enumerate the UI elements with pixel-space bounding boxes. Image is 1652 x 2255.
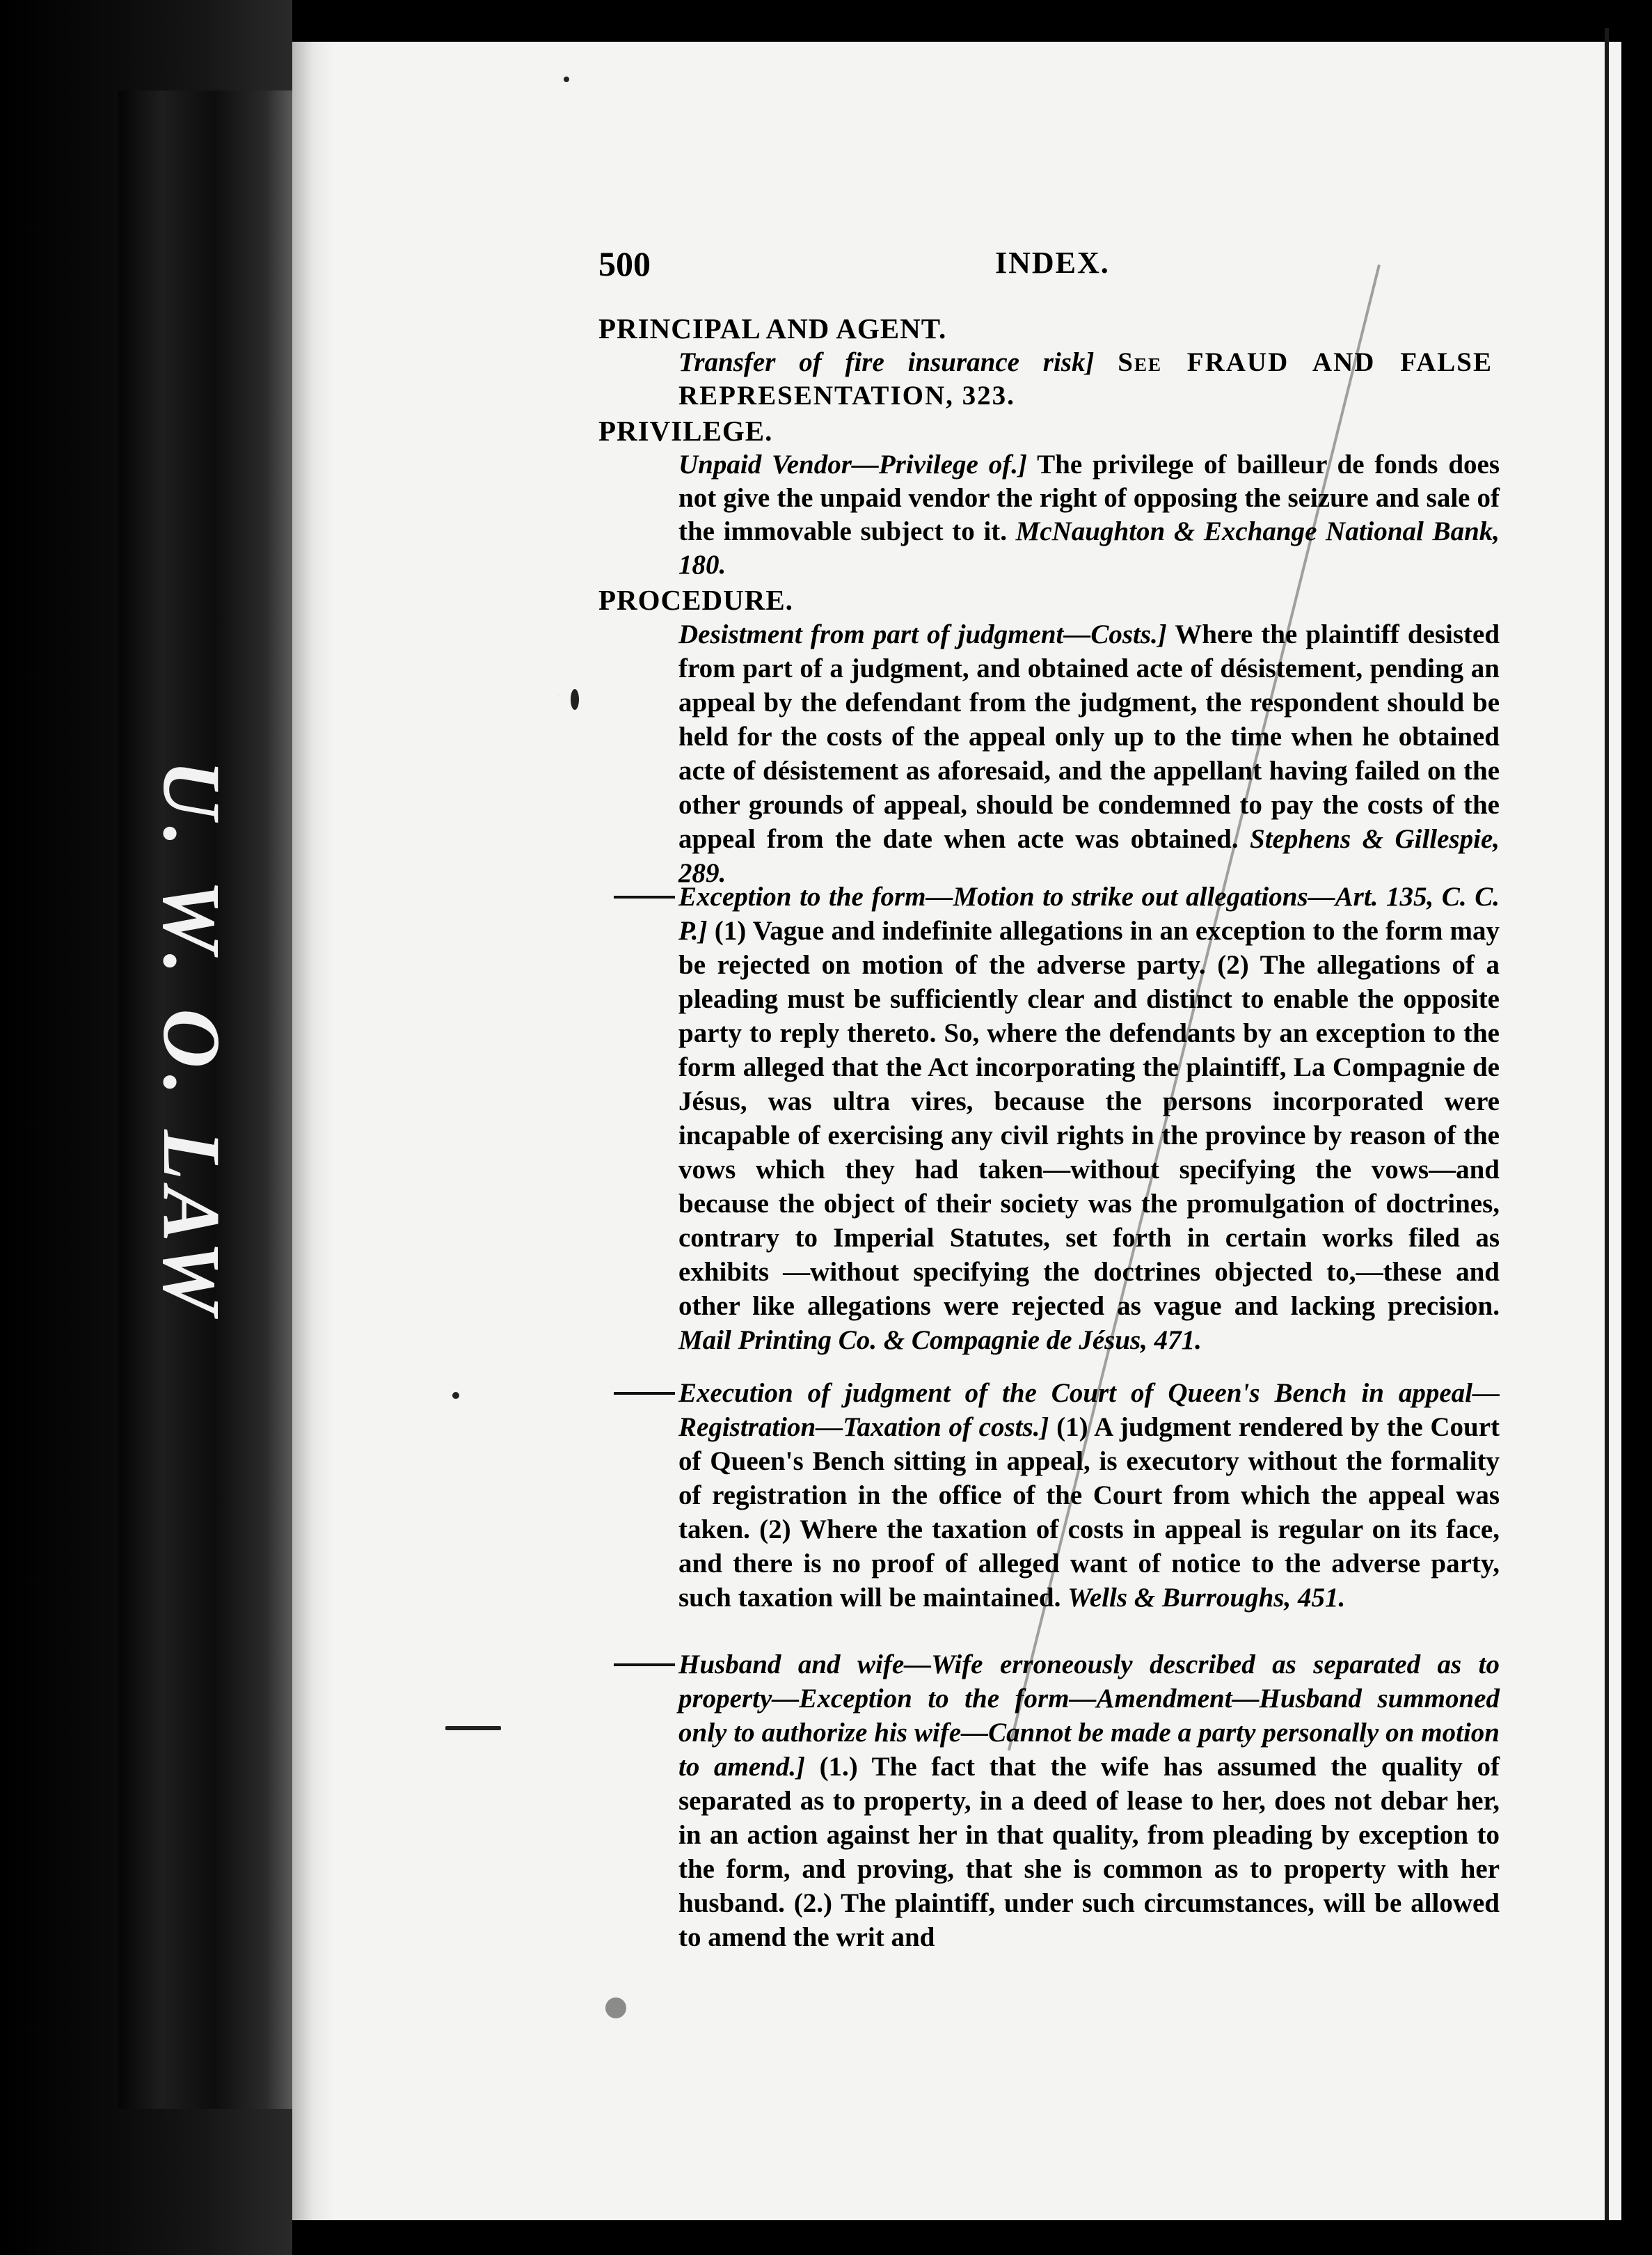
scanner-margin-right [1621, 42, 1652, 2220]
entry-lead: Desistment from part of judgment—Costs.] [678, 619, 1167, 649]
entry-citation: Mail Printing Co. & Compagnie de Jésus, 471. [678, 1325, 1202, 1355]
entry-citation: McNaughton & Exchange National Bank, 180. [678, 516, 1500, 580]
scan-speck [564, 77, 569, 82]
entry-citation: Wells & Burroughs, 451. [1067, 1583, 1346, 1613]
entry-body: (1) Vague and indefinite allegations in an exception to the form may be rejected on motion of the adverse party. (2) The allegations of a pleading must be sufficiently clear and distinct to enable the opposite party to reply thereto. So, where the defendants by an exception to the form alleged that the Act incorporating the plaintiff, La Compagnie de Jésus, was ultra vires, because the persons incorporated were incapable of exercising any civil rights in the province by reason of the vows which they had taken—without specifying the vows—and because the object of their society was the promulgation of doctrines, contrary to Imperial Statutes, set forth in certain works filed as exhibits —without specifying the doctrines objected to,—these and other like allegations were rejected as vague and lacking precision. [678, 916, 1500, 1321]
entry-citation: Stephens & Gillespie, 289. [678, 824, 1500, 888]
entry-dash [614, 896, 675, 899]
page-number: 500 [598, 244, 651, 283]
index-entry [678, 1647, 1500, 1954]
entry-lead: Transfer of fire insurance risk] [678, 347, 1095, 377]
entry-body: See FRAUD AND FALSE REPRESENTATION, 323. [678, 347, 1493, 411]
index-entry [678, 346, 1493, 413]
scan-speck [452, 1392, 459, 1399]
scan-speck [445, 1726, 501, 1730]
running-title: INDEX. [995, 246, 1110, 280]
scan-speck [605, 1997, 626, 2018]
entry-lead: Execution of judgment of the Court of Queen's Bench in appeal—Registration—Taxation of costs.] [678, 1378, 1500, 1442]
entry-body: (1.) The fact that the wife has assumed the quality of separated as to property, in a deed of lease to her, does not debar her, in an action against her in that quality, from pleading by exception to the form, and proving, that she is common as to property with her husband. (2.) The plaintiff, under such circumstances, will be allowed to amend the writ and [678, 1752, 1500, 1952]
index-entry [678, 617, 1500, 890]
entry-body: (1) A judgment rendered by the Court of Queen's Bench sitting in appeal, is executory without the formality of registration in the office of the Court from which the appeal was taken. (2) Where the taxation of costs in appeal is regular on its face, and there is no proof of alleged want of notice to the adverse party, such taxation will be maintained. [678, 1412, 1500, 1613]
index-entry [678, 448, 1500, 582]
entry-lead: Unpaid Vendor—Privilege of.] [678, 450, 1027, 480]
index-entry [678, 880, 1500, 1357]
section-heading: PROCEDURE. [598, 584, 793, 616]
entry-body: Where the plaintiff desisted from part of a judgment, and obtained acte of désistement, pending an appeal by the defendant from the judgment, the respondent should be held for the costs of the appeal only up to the time when he obtained acte of désistement as aforesaid, and the appellant having failed on the other grounds of appeal, should be condemned to pay the costs of the appeal from the date when acte was obtained. [678, 619, 1500, 854]
index-entry [678, 1376, 1500, 1615]
section-heading: PRINCIPAL AND AGENT. [598, 312, 947, 345]
page-header [598, 244, 1503, 285]
entry-lead: Husband and wife—Wife erroneously described as separated as to property—Exception to the form—Amendment—Husband summoned only to authorize his wife—Cannot be made a party personally on motion to amend.] [678, 1649, 1500, 1782]
entry-lead: Exception to the form—Motion to strike out allegations—Art. 135, C. C. P.] [678, 882, 1500, 946]
scan-speck [571, 689, 579, 710]
entry-dash [614, 1663, 675, 1666]
entry-dash [614, 1392, 675, 1395]
entry-body: The privilege of bailleur de fonds does not give the unpaid vendor the right of opposing the seizure and sale of the immovable subject to it. [678, 450, 1500, 546]
page-edge [1605, 28, 1609, 2220]
spine-label: U. W. O. LAW [146, 759, 237, 1322]
section-heading: PRIVILEGE. [598, 415, 773, 447]
